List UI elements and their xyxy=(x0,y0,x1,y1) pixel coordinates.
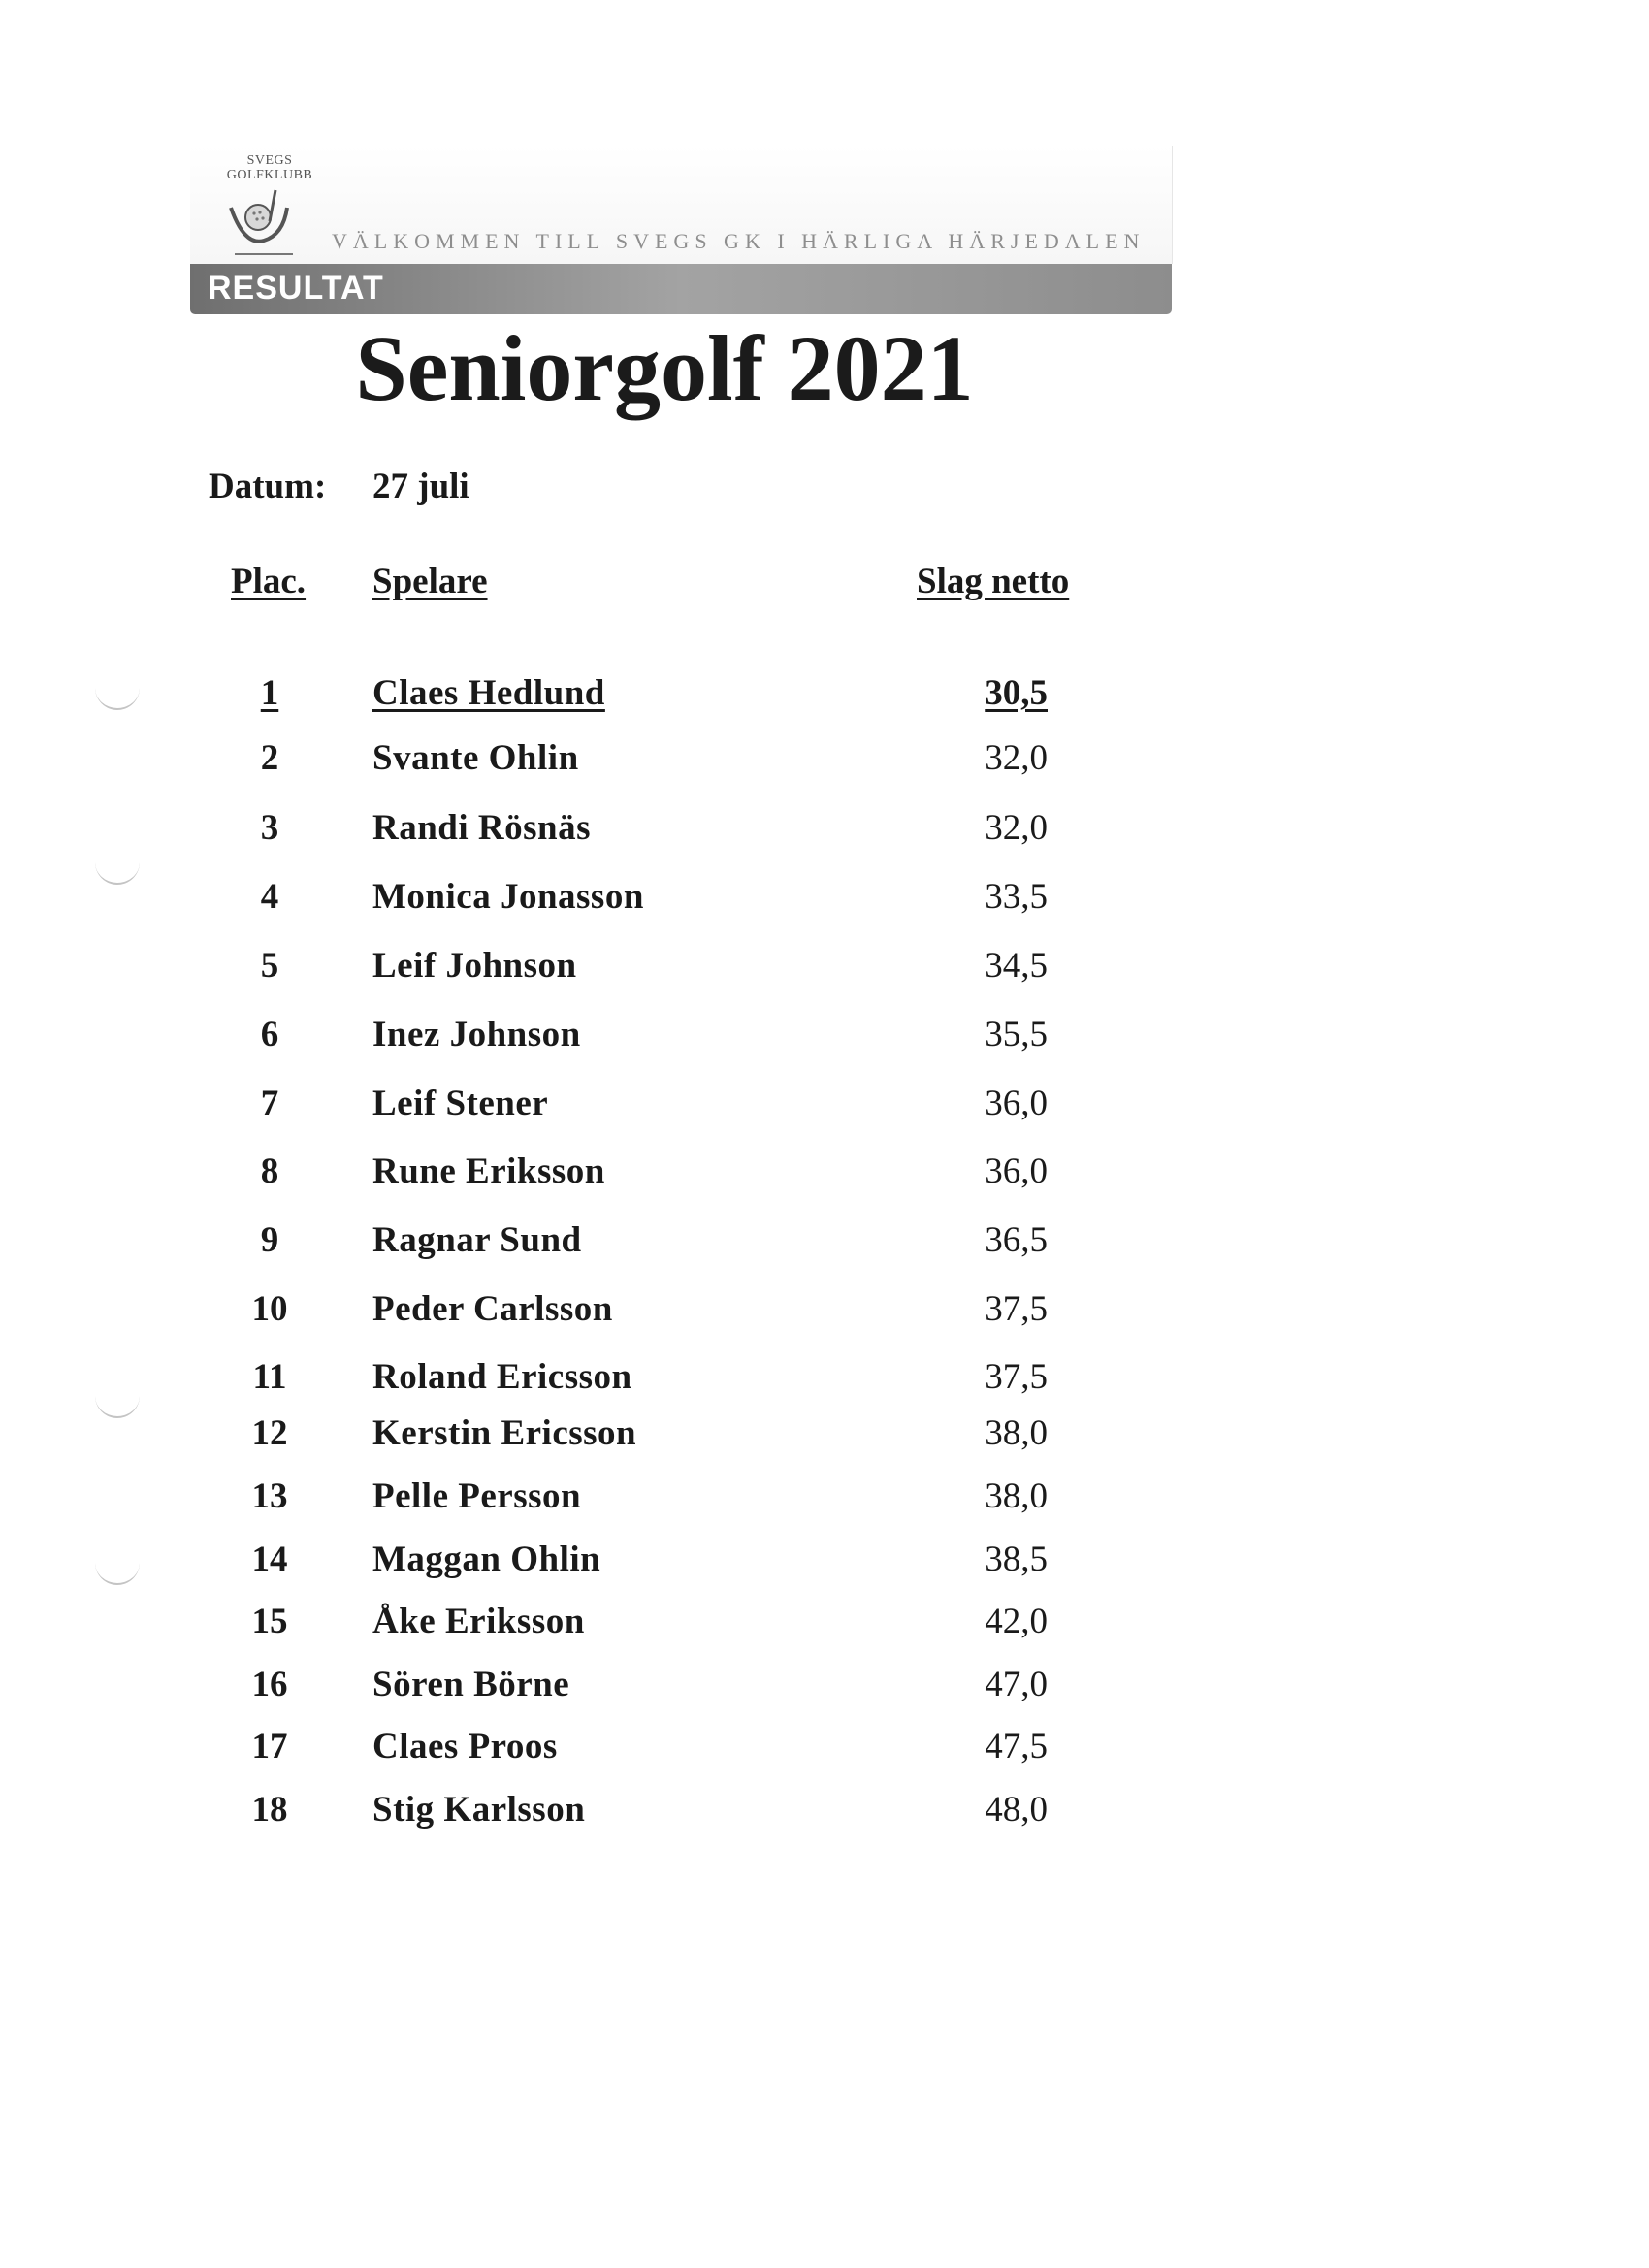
row-placement: 17 xyxy=(251,1727,288,1766)
resultat-bar xyxy=(190,264,1172,314)
row-placement: 6 xyxy=(260,1015,279,1054)
table-row xyxy=(0,1083,1649,1131)
table-row xyxy=(0,807,1649,856)
club-name xyxy=(211,153,328,182)
row-net-score: 35,5 xyxy=(985,1015,1048,1054)
row-placement: 13 xyxy=(251,1476,288,1516)
row-player-name: Rune Eriksson xyxy=(372,1151,605,1191)
row-net-score: 36,0 xyxy=(985,1151,1048,1191)
row-player-name: Inez Johnson xyxy=(372,1015,581,1054)
row-placement: 7 xyxy=(260,1084,279,1123)
table-row xyxy=(0,876,1649,924)
row-net-score: 42,0 xyxy=(985,1602,1048,1641)
row-player-name: Ragnar Sund xyxy=(372,1220,582,1260)
row-placement: 10 xyxy=(251,1289,288,1329)
row-player-name: Roland Ericsson xyxy=(372,1357,632,1397)
table-row xyxy=(0,1475,1649,1524)
row-player-name: Claes Proos xyxy=(372,1727,558,1766)
table-row xyxy=(0,672,1649,721)
table-row xyxy=(0,1356,1649,1405)
table-row xyxy=(0,1014,1649,1062)
club-name-line2: GOLFKLUBB xyxy=(226,168,313,182)
header-plac: Plac. xyxy=(231,562,307,601)
row-net-score: 34,5 xyxy=(985,946,1048,986)
row-placement: 2 xyxy=(260,738,279,778)
date-value: 27 juli xyxy=(372,467,469,506)
row-placement: 4 xyxy=(260,877,279,917)
row-player-name: Åke Eriksson xyxy=(372,1602,585,1641)
row-player-name: Kerstin Ericsson xyxy=(372,1413,637,1453)
row-net-score: 37,5 xyxy=(985,1289,1048,1329)
row-player-name: Maggan Ohlin xyxy=(372,1539,601,1579)
header-slag-netto: Slag netto xyxy=(917,562,1070,601)
table-row xyxy=(0,945,1649,993)
table-row xyxy=(0,737,1649,786)
date-label: Datum: xyxy=(209,467,327,506)
row-player-name: Randi Rösnäs xyxy=(372,808,592,848)
row-player-name: Leif Stener xyxy=(372,1084,549,1123)
row-placement: 14 xyxy=(251,1539,288,1579)
table-row xyxy=(0,1726,1649,1774)
row-player-name: Monica Jonasson xyxy=(372,877,644,917)
row-player-name: Claes Hedlund xyxy=(372,673,605,713)
banner-top xyxy=(190,146,1173,264)
table-row xyxy=(0,1219,1649,1268)
table-row xyxy=(0,1288,1649,1337)
row-net-score: 32,0 xyxy=(985,738,1048,778)
header-spelare: Spelare xyxy=(372,562,488,601)
row-net-score: 33,5 xyxy=(985,877,1048,917)
row-net-score: 38,0 xyxy=(985,1476,1048,1516)
row-net-score: 38,0 xyxy=(985,1413,1048,1453)
row-placement: 18 xyxy=(251,1790,288,1830)
row-net-score: 47,5 xyxy=(985,1727,1048,1766)
header-banner xyxy=(190,146,1172,314)
row-net-score: 32,0 xyxy=(985,808,1048,848)
row-net-score: 48,0 xyxy=(985,1790,1048,1830)
resultat-label: RESULTAT xyxy=(208,270,384,307)
row-placement: 8 xyxy=(260,1151,279,1191)
row-net-score: 36,5 xyxy=(985,1220,1048,1260)
table-row xyxy=(0,1601,1649,1649)
row-placement: 12 xyxy=(251,1413,288,1453)
row-player-name: Sören Börne xyxy=(372,1665,570,1704)
row-net-score: 37,5 xyxy=(985,1357,1048,1397)
row-placement: 15 xyxy=(251,1602,288,1641)
row-placement: 9 xyxy=(260,1220,279,1260)
row-player-name: Pelle Persson xyxy=(372,1476,582,1516)
row-net-score: 30,5 xyxy=(985,673,1048,713)
row-placement: 3 xyxy=(260,808,279,848)
row-player-name: Leif Johnson xyxy=(372,946,577,986)
row-placement: 1 xyxy=(260,673,279,713)
row-net-score: 36,0 xyxy=(985,1084,1048,1123)
page-title: Seniorgolf 2021 xyxy=(355,316,974,420)
row-net-score: 47,0 xyxy=(985,1665,1048,1704)
row-player-name: Svante Ohlin xyxy=(372,738,579,778)
table-row xyxy=(0,1150,1649,1199)
club-name-line1: SVEGS xyxy=(246,153,293,168)
table-row xyxy=(0,1412,1649,1461)
welcome-tagline: VÄLKOMMEN TILL SVEGS GK I HÄRLIGA HÄRJEDALEN xyxy=(332,229,1146,253)
row-placement: 11 xyxy=(252,1357,287,1397)
row-placement: 16 xyxy=(251,1665,288,1704)
row-placement: 5 xyxy=(260,946,279,986)
golf-ball-club-icon xyxy=(225,186,303,264)
row-player-name: Peder Carlsson xyxy=(372,1289,613,1329)
table-row xyxy=(0,1789,1649,1837)
row-player-name: Stig Karlsson xyxy=(372,1790,586,1830)
table-row xyxy=(0,1539,1649,1587)
table-row xyxy=(0,1664,1649,1712)
row-net-score: 38,5 xyxy=(985,1539,1048,1579)
